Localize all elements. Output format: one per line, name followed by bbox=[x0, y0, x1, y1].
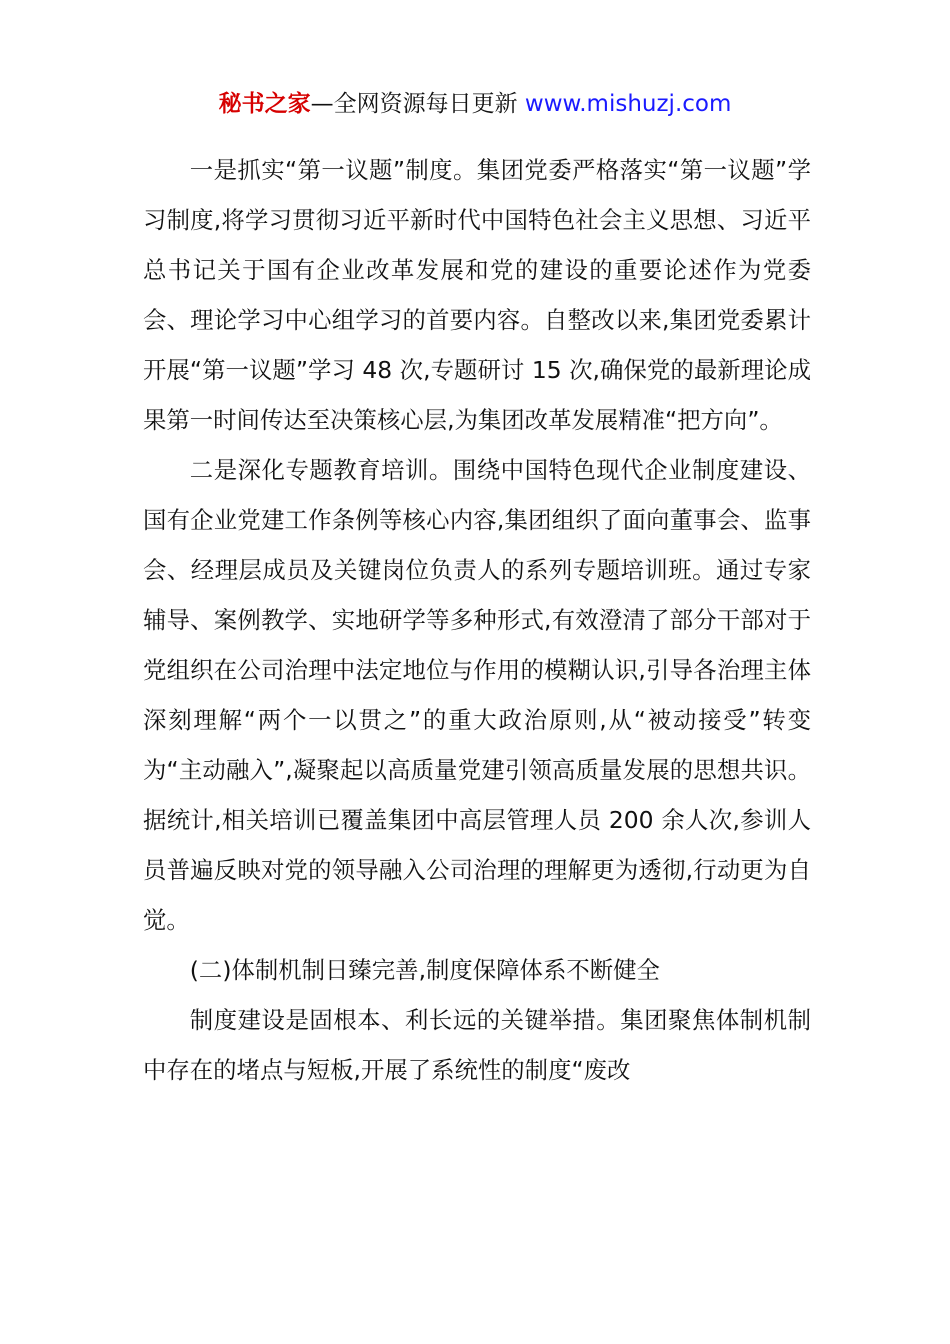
brand-name: 秘书之家 bbox=[218, 91, 311, 117]
document-body bbox=[143, 145, 811, 1095]
site-header bbox=[0, 86, 950, 122]
section-heading: (二)体制机制日臻完善,制度保障体系不断健全 bbox=[189, 956, 660, 984]
header-tagline: —全网资源每日更新 bbox=[310, 91, 525, 117]
paragraph-first-topic: 一是抓实“第一议题”制度。集团党委严格落实“第一议题”学习制度,将学习贯彻习近平新时代中国特色社会主义思想、习近平总书记关于国有企业改革发展和党的建设的重要论述作为党委会、理论学习中心组学习的首要内容。自整改以来,集团党委累计开展“第一议题”学习 48 次,专题研讨 15 次,确保党的最新理论成果第一时间传达至决策核心层,为集团改革发展精准“把方向”。 bbox=[143, 156, 811, 434]
paragraph-institution: 制度建设是固根本、利长远的关键举措。集团聚焦体制机制中存在的堵点与短板,开展了系统性的制度“废改 bbox=[143, 1006, 811, 1084]
paragraph-training: 二是深化专题教育培训。围绕中国特色现代企业制度建设、国有企业党建工作条例等核心内容,集团组织了面向董事会、监事会、经理层成员及关键岗位负责人的系列专题培训班。通过专家辅导、案例教学、实地研学等多种形式,有效澄清了部分干部对于党组织在公司治理中法定地位与作用的模糊认识,引导各治理主体深刻理解“两个一以贯之”的重大政治原则,从“被动接受”转变为“主动融入”,凝聚起以高质量党建引领高质量发展的思想共识。据统计,相关培训已覆盖集团中高层管理人员 200 余人次,参训人员普遍反映对党的领导融入公司治理的理解更为透彻,行动更为自觉。 bbox=[143, 456, 811, 934]
site-url-link[interactable]: www.mishuzj.com bbox=[524, 91, 732, 117]
